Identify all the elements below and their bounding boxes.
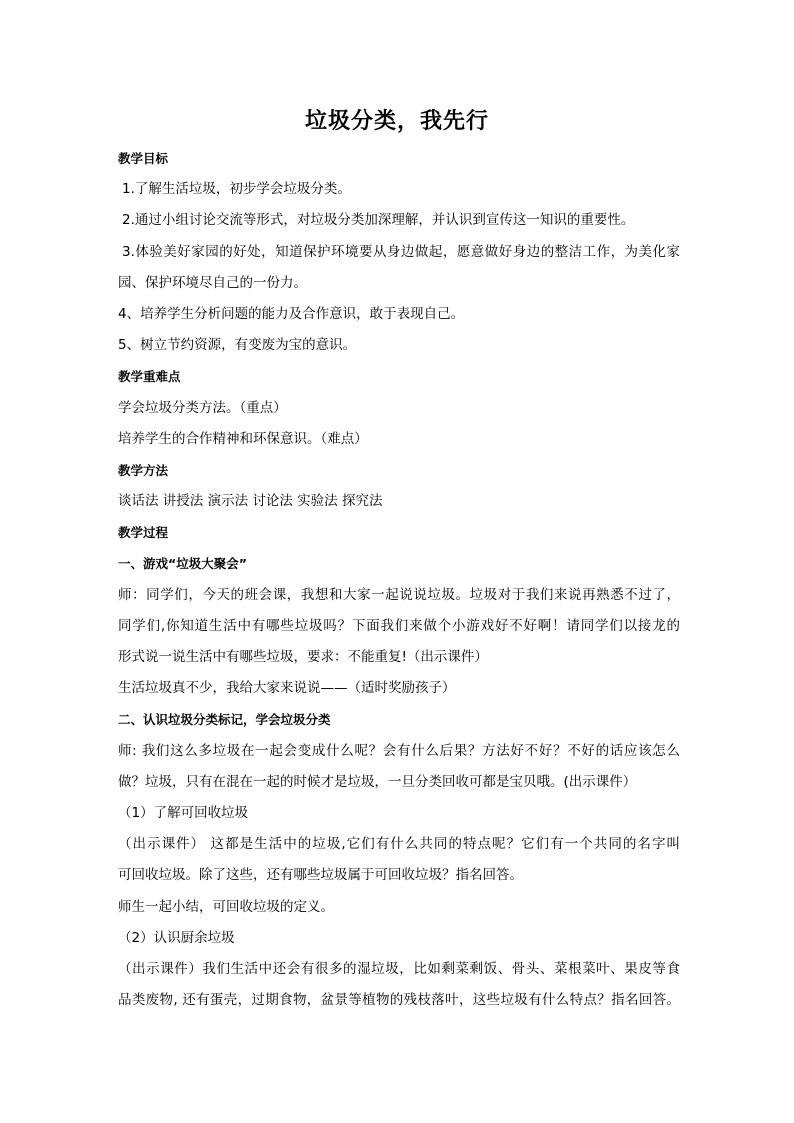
- paragraph-line: 3.体验美好家园的好处，知道保护环境要从身边做起，愿意做好身边的整洁工作，为美化家: [122, 243, 680, 260]
- paragraph-line: （出示课件）我们生活中还会有很多的湿垃圾，比如剩菜剩饭、骨头、菜根菜叶、果皮等食: [118, 960, 680, 977]
- paragraph-line: 园、保护环境尽自己的一份力。: [118, 274, 307, 291]
- paragraph-line: 师：同学们，今天的班会课，我想和大家一起说说垃圾。垃圾对于我们来说再熟悉不过了，: [118, 586, 680, 603]
- paragraph-line: 1.了解生活垃圾，初步学会垃圾分类。: [122, 181, 351, 198]
- paragraph-line: （2）认识厨余垃圾: [118, 929, 235, 946]
- paragraph-line: 师: 我们这么多垃圾在一起会变成什么呢？会有什么后果？方法好不好？不好的话应该怎么: [118, 742, 680, 759]
- document-title: 垃圾分类，我先行: [304, 109, 489, 134]
- paragraph-line: 形式说一说生活中有哪些垃圾，要求：不能重复!（出示课件）: [118, 649, 488, 665]
- paragraph-line: 生活垃圾真不少，我给大家来说说——（适时奖励孩子）: [118, 680, 456, 697]
- section-heading: 教学过程: [118, 525, 169, 541]
- paragraph-line: 可回收垃圾。除了这些，还有哪些垃圾属于可回收垃圾？指名回答。: [118, 867, 523, 884]
- paragraph-line: 品类废物, 还有蛋壳，过期食物，盆景等植物的残枝落叶，这些垃圾有什么特点？指名回答。: [118, 992, 680, 1009]
- paragraph-line: 4、培养学生分析问题的能力及合作意识，敢于表现自己。: [118, 305, 465, 322]
- section-heading: 教学方法: [118, 462, 169, 478]
- paragraph-line: 谈话法 讲授法 演示法 讨论法 实验法 探究法: [118, 493, 383, 510]
- document-body: [118, 143, 680, 1016]
- paragraph-line: 培养学生的合作精神和环保意识。（难点）: [118, 430, 368, 447]
- paragraph-line: 做？垃圾，只有在混在一起的时候才是垃圾，一旦分类回收可都是宝贝哦。(出示课件）: [118, 773, 637, 790]
- paragraph-line: 同学们,你知道生活中有哪些垃圾吗？下面我们来做个小游戏好不好啊！请同学们以接龙的: [118, 617, 680, 634]
- paragraph-line: 2.通过小组讨论交流等形式，对垃圾分类加深理解，并认识到宣传这一知识的重要性。: [122, 212, 635, 229]
- paragraph-line: 5、树立节约资源，有变废为宝的意识。: [118, 337, 357, 354]
- section-heading: 教学目标: [118, 151, 169, 166]
- section-heading: 一、游戏“垃圾大聚会”: [118, 556, 247, 572]
- paragraph-line: 学会垃圾分类方法。（重点）: [118, 399, 287, 416]
- section-heading: 二、认识垃圾分类标记，学会垃圾分类: [118, 712, 331, 728]
- paragraph-line: 师生一起小结，可回收垃圾的定义。: [118, 898, 334, 915]
- paragraph-line: （出示课件） 这都是生活中的垃圾,它们有什么共同的特点呢？它们有一个共同的名字叫: [118, 836, 680, 853]
- paragraph-line: （1）了解可回收垃圾: [118, 804, 249, 821]
- section-heading: 教学重难点: [118, 369, 181, 385]
